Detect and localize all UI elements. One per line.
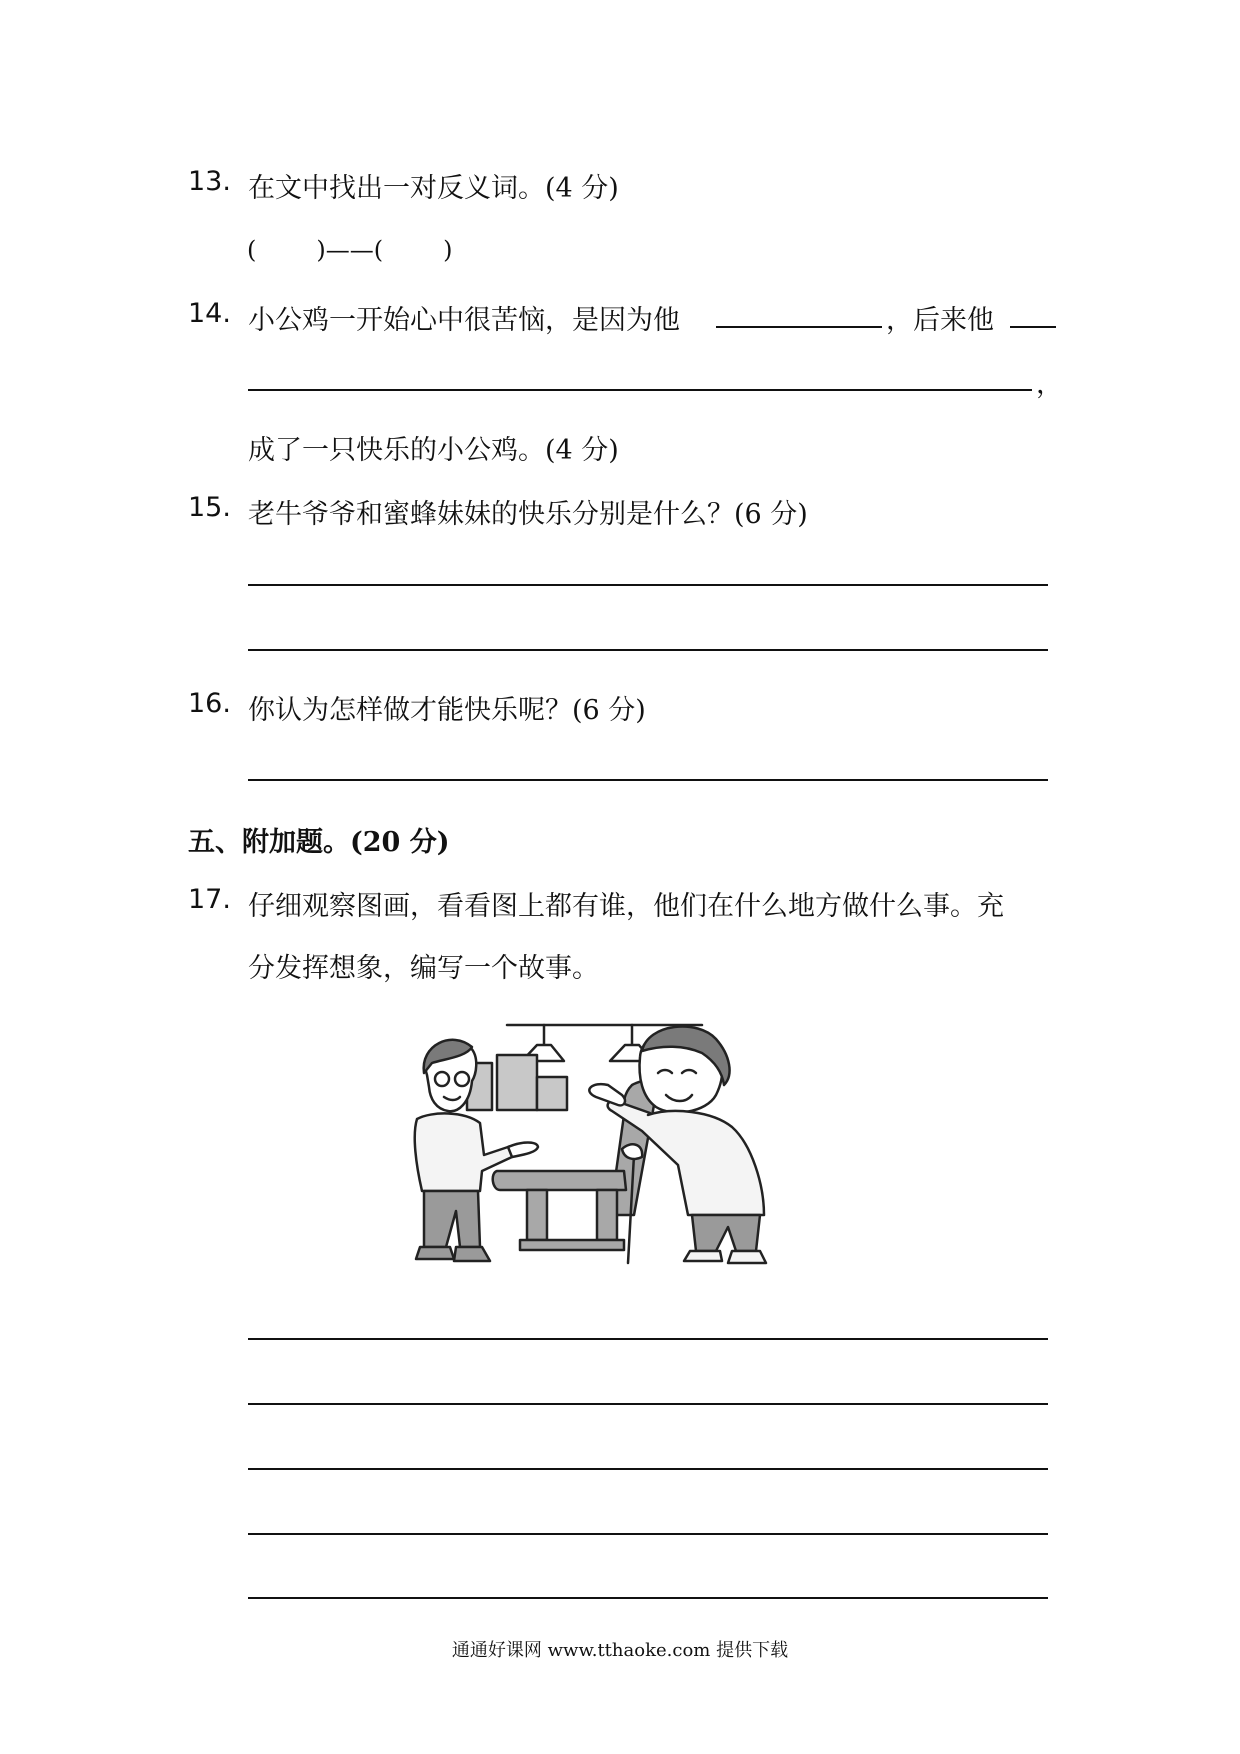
boy-hand [508,1143,538,1158]
question-16-number: 16. [188,688,231,719]
boy-pants [424,1191,480,1247]
question-14-text-c: 成了一只快乐的小公鸡。(4 分) [248,435,619,466]
paren-close-1: ) [316,236,326,264]
question-15-number: 15. [188,492,231,523]
paren-open-2: ( [373,236,384,264]
answer-line-17-3[interactable] [248,1468,1048,1470]
question-14-comma: ， [1036,369,1063,400]
answer-line-14-3[interactable] [248,389,1032,391]
answer-line-17-4[interactable] [248,1533,1048,1535]
question-14-text-a: 小公鸡一开始心中很苦恼，是因为他 [248,305,680,336]
bus-seat-illustration [372,1015,872,1280]
question-14-number: 14. [188,298,231,329]
woman-hand-cane [622,1144,642,1159]
boy-shoe-left [416,1247,454,1259]
question-17-text-b: 分发挥想象，编写一个故事。 [248,953,599,984]
woman-pants [692,1215,760,1251]
dash: —— [325,236,374,264]
paren-close-2: ) [443,236,453,264]
paren-open-1: ( [247,236,257,264]
answer-line-16-1[interactable] [248,779,1048,781]
seat-base [520,1240,624,1250]
antonym-answer-blanks [247,236,453,264]
section-5-title: 五、附加题。(20 分) [188,827,450,858]
seat-cushion [493,1171,626,1190]
answer-line-15-2[interactable] [248,649,1048,651]
answer-line-17-1[interactable] [248,1338,1048,1340]
question-16-text: 你认为怎样做才能快乐呢？(6 分) [248,695,646,726]
question-15-text: 老牛爷爷和蜜蜂妹妹的快乐分别是什么？(6 分) [248,499,808,530]
question-17-number: 17. [188,884,231,915]
woman-shoe-left [684,1251,722,1261]
seat-leg-left [527,1190,547,1240]
seat-leg-right [597,1190,617,1240]
answer-blank-14-2[interactable] [1010,326,1056,328]
question-13-text: 在文中找出一对反义词。(4 分) [248,173,619,204]
answer-line-17-5[interactable] [248,1597,1048,1599]
answer-line-17-2[interactable] [248,1403,1048,1405]
answer-blank-14-1[interactable] [716,326,882,328]
building-3 [537,1077,567,1110]
question-13-number: 13. [188,166,231,197]
woman-shoe-right [728,1251,766,1263]
building-2 [497,1055,537,1110]
boy-shoe-right [454,1247,490,1261]
answer-line-15-1[interactable] [248,584,1048,586]
footer-credit: 通通好课网 www.tthaoke.com 提供下载 [451,1640,789,1661]
question-17-text-a: 仔细观察图画，看看图上都有谁，他们在什么地方做什么事。充 [248,891,1004,922]
question-14-text-b: ，后来他 [886,305,994,336]
woman-hand-raised [589,1084,625,1105]
